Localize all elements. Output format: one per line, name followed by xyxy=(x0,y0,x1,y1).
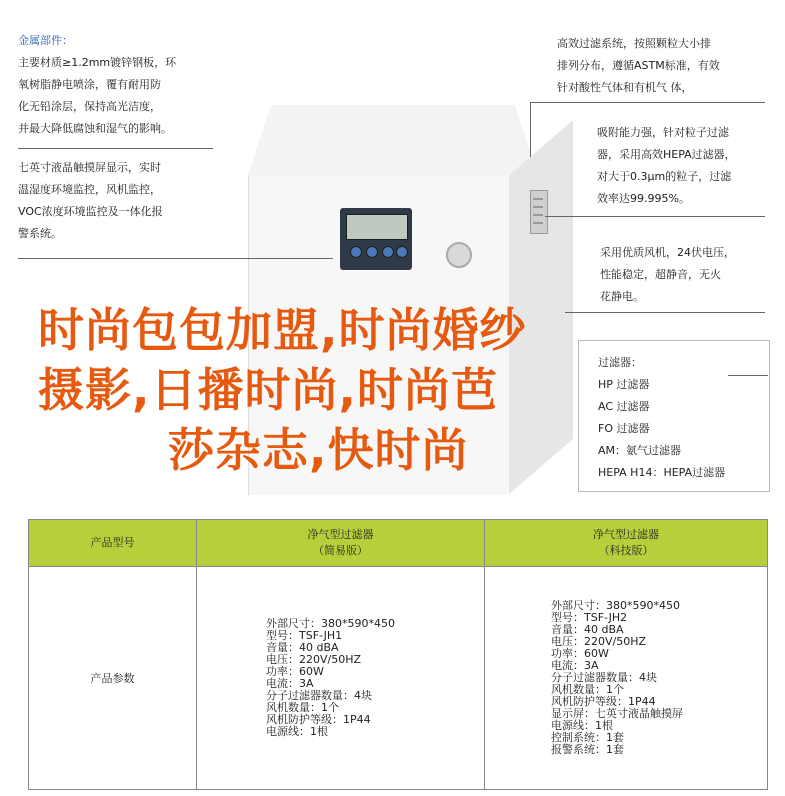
spec-item: 风机数量：1个 xyxy=(266,701,339,714)
callout-metal-parts xyxy=(18,30,176,140)
filter-item: AM：氨气过滤器 xyxy=(598,444,682,457)
spec-item: 电压：220V/50HZ xyxy=(551,635,647,648)
callout-line: 排列分布，遵循ASTM标准，有效 xyxy=(557,59,720,72)
title-line: 摄影,日播时尚,时尚芭 xyxy=(38,363,498,417)
callout-divider xyxy=(18,148,213,149)
spec-item: 电流：3A xyxy=(551,659,599,672)
header-basic xyxy=(197,520,485,567)
callout-pointer-line xyxy=(530,102,531,157)
filter-item: AC 过滤器 xyxy=(598,400,650,413)
spec-item: 型号：TSF-JH2 xyxy=(551,611,628,624)
spec-item: 风机防护等级：1P44 xyxy=(551,695,656,708)
callout-line: 花静电。 xyxy=(600,290,644,303)
callout-line: 并最大降低腐蚀和湿气的影响。 xyxy=(18,122,172,135)
callout-line: 七英寸液晶触摸屏显示，实时 xyxy=(18,161,161,174)
spec-item: 电压：220V/50HZ xyxy=(266,653,362,666)
row-label: 产品参数 xyxy=(29,567,197,790)
callout-line: 化无铅涂层，保持高光洁度， xyxy=(18,100,161,113)
vent-slat xyxy=(533,214,543,216)
header-line: 净气型过滤器 xyxy=(307,528,374,541)
callout-line: 警系统。 xyxy=(18,227,62,240)
title-line: 莎杂志,快时尚 xyxy=(168,423,469,477)
indicator-knob xyxy=(446,242,472,268)
spec-item: 电源线：1根 xyxy=(551,719,613,732)
vent-slat xyxy=(533,222,543,224)
callout-hepa xyxy=(597,122,736,210)
table-row xyxy=(29,567,768,790)
callout-line: 器，采用高效HEPA过滤器， xyxy=(597,148,736,161)
basic-spec-list xyxy=(198,618,483,738)
page-title xyxy=(38,300,738,480)
filter-list-heading: 过滤器： xyxy=(598,356,642,369)
callout-line: 主要材质≥1.2mm镀锌钢板，环 xyxy=(18,56,177,69)
header-line: （科技版） xyxy=(598,544,654,557)
callout-line: 高效过滤系统，按照颗粒大小排 xyxy=(557,37,711,50)
callout-line: 效率达99.995%。 xyxy=(597,192,690,205)
spec-item: 外部尺寸：380*590*450 xyxy=(551,599,680,612)
basic-specs-cell xyxy=(197,567,485,790)
pro-spec-list xyxy=(486,600,766,756)
spec-item: 报警系统：1套 xyxy=(551,743,624,756)
callout-pointer-line xyxy=(18,258,333,259)
cabinet-top xyxy=(248,105,538,175)
spec-item: 音量：40 dBA xyxy=(266,641,339,654)
filter-item: FO 过滤器 xyxy=(598,422,650,435)
callout-line: 针对酸性气体和有机气 体， xyxy=(557,81,693,94)
spec-item: 风机数量：1个 xyxy=(551,683,624,696)
callout-line: 对大于0.3μm的粒子，过滤 xyxy=(597,170,732,183)
table-header-row xyxy=(29,520,768,567)
spec-item: 音量：40 dBA xyxy=(551,623,624,636)
callout-pointer-line xyxy=(545,216,765,217)
spec-item: 风机防护等级：1P44 xyxy=(266,713,371,726)
callout-line: 吸附能力强，针对粒子过滤 xyxy=(597,126,729,139)
header-pro xyxy=(485,520,768,567)
callout-line: 温湿度环境监控，风机监控， xyxy=(18,183,161,196)
header-model: 产品型号 xyxy=(29,520,197,567)
callout-line: 性能稳定，超静音，无火 xyxy=(600,268,721,281)
lcd-screen xyxy=(346,214,408,240)
spec-table xyxy=(28,519,768,790)
callout-fan xyxy=(600,242,735,308)
spec-item: 控制系统：1套 xyxy=(551,731,624,744)
spec-item: 外部尺寸：380*590*450 xyxy=(266,617,395,630)
spec-item: 电流：3A xyxy=(266,677,314,690)
callout-heading: 金属部件： xyxy=(18,34,73,47)
vent-slat xyxy=(533,206,543,208)
spec-item: 功率：60W xyxy=(266,665,324,678)
callout-line: 氧树脂静电喷涂，覆有耐用防 xyxy=(18,78,161,91)
title-line: 时尚包包加盟,时尚婚纱 xyxy=(38,303,527,357)
callout-display xyxy=(18,157,163,245)
panel-button xyxy=(382,246,394,258)
spec-item: 型号：TSF-JH1 xyxy=(266,629,343,642)
spec-item: 功率：60W xyxy=(551,647,609,660)
callout-line: VOC浓度环境监控及一体化报 xyxy=(18,205,163,218)
callout-filtration xyxy=(557,33,720,99)
side-vent xyxy=(530,190,548,234)
spec-item: 显示屏：七英寸液晶触摸屏 xyxy=(551,707,683,720)
callout-line: 采用优质风机，24伏电压， xyxy=(600,246,735,259)
filter-item: HP 过滤器 xyxy=(598,378,650,391)
spec-item: 电源线：1根 xyxy=(266,725,328,738)
pro-specs-cell xyxy=(485,567,768,790)
vent-slat xyxy=(533,198,543,200)
spec-item: 分子过滤器数量：4块 xyxy=(551,671,657,684)
panel-button xyxy=(366,246,378,258)
panel-button xyxy=(350,246,362,258)
header-line: （简易版） xyxy=(313,544,368,557)
callout-divider xyxy=(530,102,765,103)
header-line: 净气型过滤器 xyxy=(593,528,659,541)
spec-item: 分子过滤器数量：4块 xyxy=(266,689,372,702)
filter-item: HEPA H14：HEPA过滤器 xyxy=(598,466,726,479)
panel-button xyxy=(396,246,408,258)
